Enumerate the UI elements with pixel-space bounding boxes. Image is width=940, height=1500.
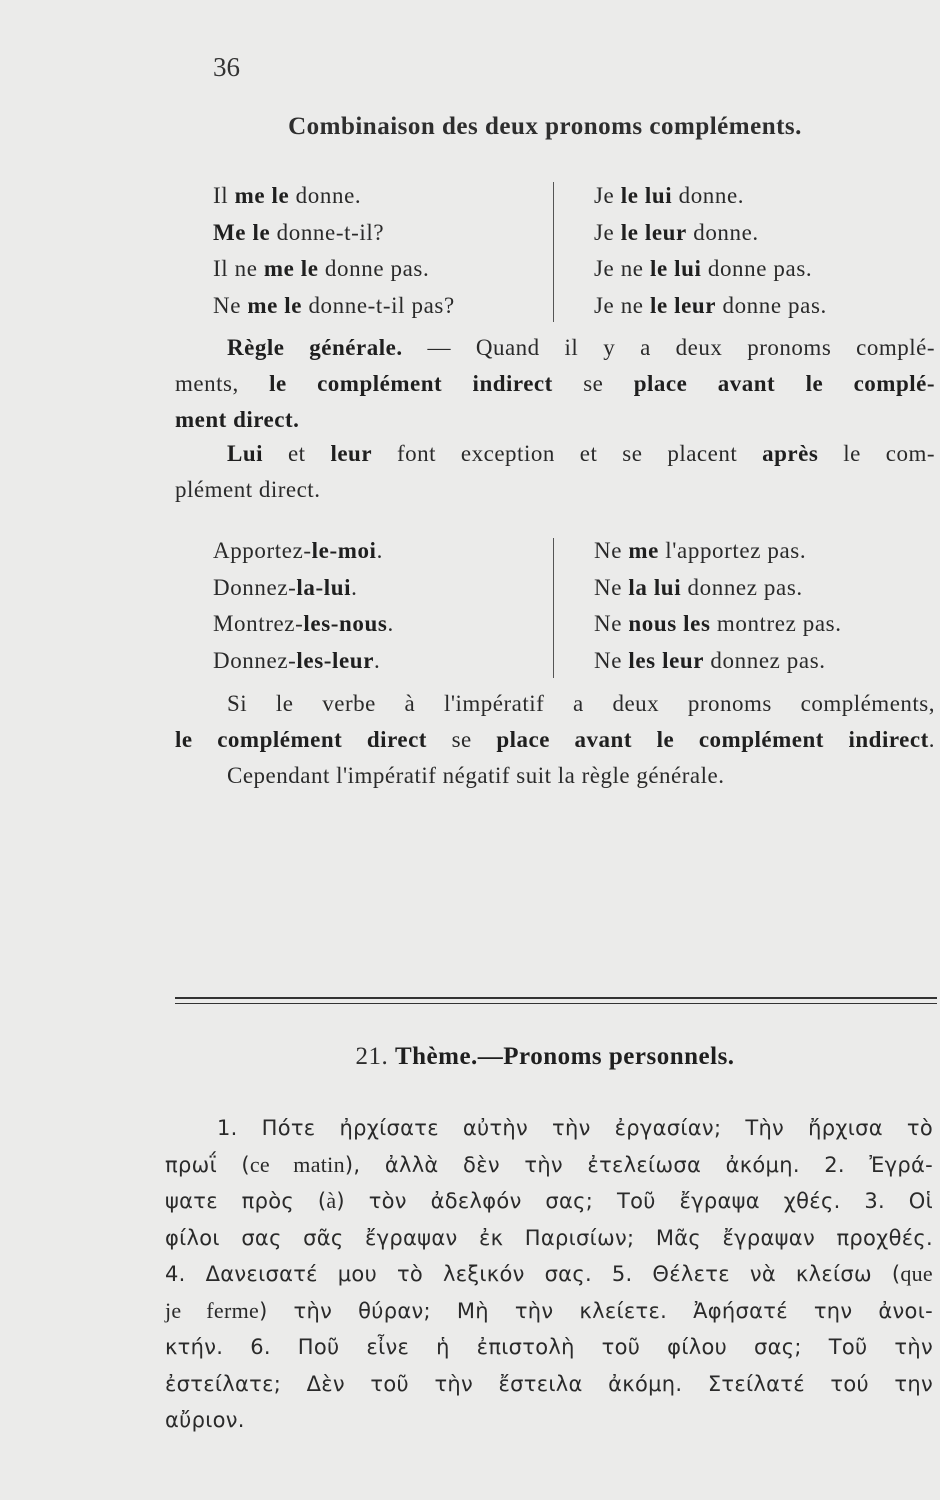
text-line: Lui et leur font exception et se placent après le com- bbox=[227, 441, 935, 466]
table1-right-row: Je le leur donne. bbox=[594, 219, 759, 245]
table1-left-row: Il me le donne. bbox=[213, 183, 362, 208]
column-divider bbox=[553, 182, 554, 322]
text-line: πρωΐ (ce matin), ἀλλὰ δὲν τὴν ἐτελείωσα ἀκόμη. 2. Ἐγρά- bbox=[165, 1151, 934, 1177]
general-rule-paragraph bbox=[175, 330, 935, 438]
table1-right-row: Je ne le leur donne pas. bbox=[594, 292, 827, 318]
table1-left-row: Il ne me le donne pas. bbox=[213, 256, 430, 281]
exercise-title: 21. Thème.—Pronoms personnels. bbox=[355, 1043, 735, 1070]
table1-right-row: Je le lui donne. bbox=[594, 183, 745, 208]
text-line: ψατε πρὸς (à) τὸν ἀδελφόν σας; Τοῦ ἔγραψα χθές. 3. Οἱ bbox=[165, 1188, 934, 1213]
section-title: Combinaison des deux pronoms compléments. bbox=[288, 113, 802, 140]
table2-right-column bbox=[594, 533, 842, 679]
table2-right-row: Ne nous les montrez pas. bbox=[594, 611, 842, 636]
table1-right-row: Je ne le lui donne pas. bbox=[594, 256, 813, 281]
table2-left-row: Donnez-la-lui. bbox=[213, 574, 358, 600]
text-line: ἐστείλατε; Δὲν τοῦ τὴν ἔστειλα ἀκόμη. Στείλατέ τού την bbox=[165, 1371, 933, 1396]
separator-rule bbox=[175, 1003, 937, 1004]
table1-left-row: Ne me le donne-t-il pas? bbox=[213, 292, 455, 318]
text-line: ments, le complément indirect se place avant le complé- bbox=[175, 371, 935, 396]
table2-left-row: Donnez-les-leur. bbox=[213, 647, 381, 673]
text-line: le complément direct se place avant le complément indirect. bbox=[175, 727, 935, 752]
exception-paragraph bbox=[175, 436, 935, 508]
table2-right-row: Ne la lui donnez pas. bbox=[594, 574, 803, 600]
table2-left-row: Montrez-les-nous. bbox=[213, 611, 394, 636]
text-line: je ferme) τὴν θύραν; Μὴ τὴν κλείετε. Ἀφήσατέ την ἀνοι- bbox=[165, 1297, 933, 1323]
table2-right-row: Ne me l'apportez pas. bbox=[594, 538, 807, 563]
text-line: κτήν. 6. Ποῦ εἶνε ἡ ἐπιστολὴ τοῦ φίλου σας; Τοῦ τὴν bbox=[165, 1335, 933, 1359]
table1-left-row: Me le donne-t-il? bbox=[213, 219, 385, 245]
table2-left-row: Apportez-le-moi. bbox=[213, 538, 383, 563]
table1-right-column bbox=[594, 178, 827, 324]
table2-left-column bbox=[213, 533, 394, 679]
table1-left-column bbox=[213, 178, 455, 324]
text-line: Si le verbe à l'impératif a deux pronoms compléments, bbox=[227, 691, 935, 716]
table2-right-row: Ne les leur donnez pas. bbox=[594, 647, 826, 673]
separator-rule bbox=[175, 997, 937, 999]
text-line: αὔριον. bbox=[165, 1408, 245, 1432]
greek-exercise-text bbox=[165, 1110, 933, 1439]
column-divider bbox=[553, 538, 554, 678]
page-number: 36 bbox=[213, 52, 240, 82]
text-line: Règle générale. — Quand il y a deux pronoms complé- bbox=[227, 335, 936, 360]
imperative-rule-paragraph bbox=[175, 686, 935, 794]
text-line: Cependant l'impératif négatif suit la règle générale. bbox=[227, 763, 725, 788]
text-line: 4. Δανεισατέ μου τὸ λεξικόν σας. 5. Θέλετε νὰ κλείσω (que bbox=[165, 1261, 933, 1286]
text-line: plément direct. bbox=[175, 477, 321, 502]
text-line: ment direct. bbox=[175, 407, 300, 432]
text-line: 1. Πότε ἠρχίσατε αὐτὴν τὴν ἐργασίαν; Τὴν ἤρχισα τὸ bbox=[217, 1116, 933, 1140]
text-line: φίλοι σας σᾶς ἔγραψαν ἐκ Παρισίων; Μᾶς ἔγραψαν προχθές. bbox=[165, 1225, 933, 1250]
